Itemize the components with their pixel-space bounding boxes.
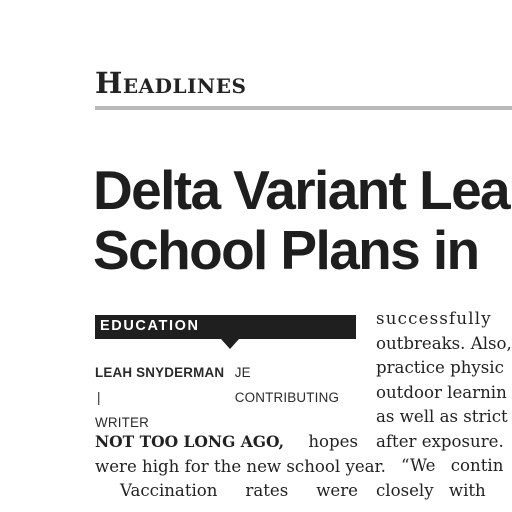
body-line: as well as strict [376, 407, 508, 426]
headline-line-1: Delta Variant Lea [93, 159, 510, 221]
category-tag [95, 315, 356, 339]
headline-line-2: School Plans in [93, 219, 479, 281]
body-word: Vaccination [120, 481, 218, 500]
section-title: Headlines [95, 66, 247, 100]
body-line: successfully [376, 309, 492, 328]
body-line-1-rest: hopes [308, 432, 358, 451]
body-line: outbreaks. Also, [376, 333, 512, 353]
body-word: were [316, 481, 358, 500]
body-line-2: were high for the new school year. [95, 456, 386, 476]
byline-author: LEAH SNYDERMAN [95, 365, 225, 380]
section-header [95, 64, 512, 112]
byline-role: JE CONTRIBUTING [234, 365, 340, 405]
article-headline [93, 160, 509, 280]
section-divider [95, 106, 512, 110]
article-column-right [376, 307, 512, 503]
byline-line-1 [95, 360, 358, 410]
body-line-3 [95, 479, 358, 504]
body-word: rates [245, 481, 289, 500]
body-line: “We contin [401, 456, 504, 475]
body-line: outdoor learnin [376, 382, 507, 402]
category-label: EDUCATION [100, 318, 200, 334]
byline-role-continued: WRITER [95, 415, 150, 430]
article-lede: NOT TOO LONG AGO, [95, 432, 284, 451]
body-line: closely with [376, 480, 486, 500]
body-line: after exposure. [376, 431, 504, 451]
category-pointer-icon [221, 339, 239, 349]
byline-separator: | [97, 390, 101, 405]
article-column-left [95, 430, 386, 504]
body-line: practice physic [376, 358, 504, 377]
byline [95, 360, 358, 435]
body-line-1 [95, 430, 358, 455]
